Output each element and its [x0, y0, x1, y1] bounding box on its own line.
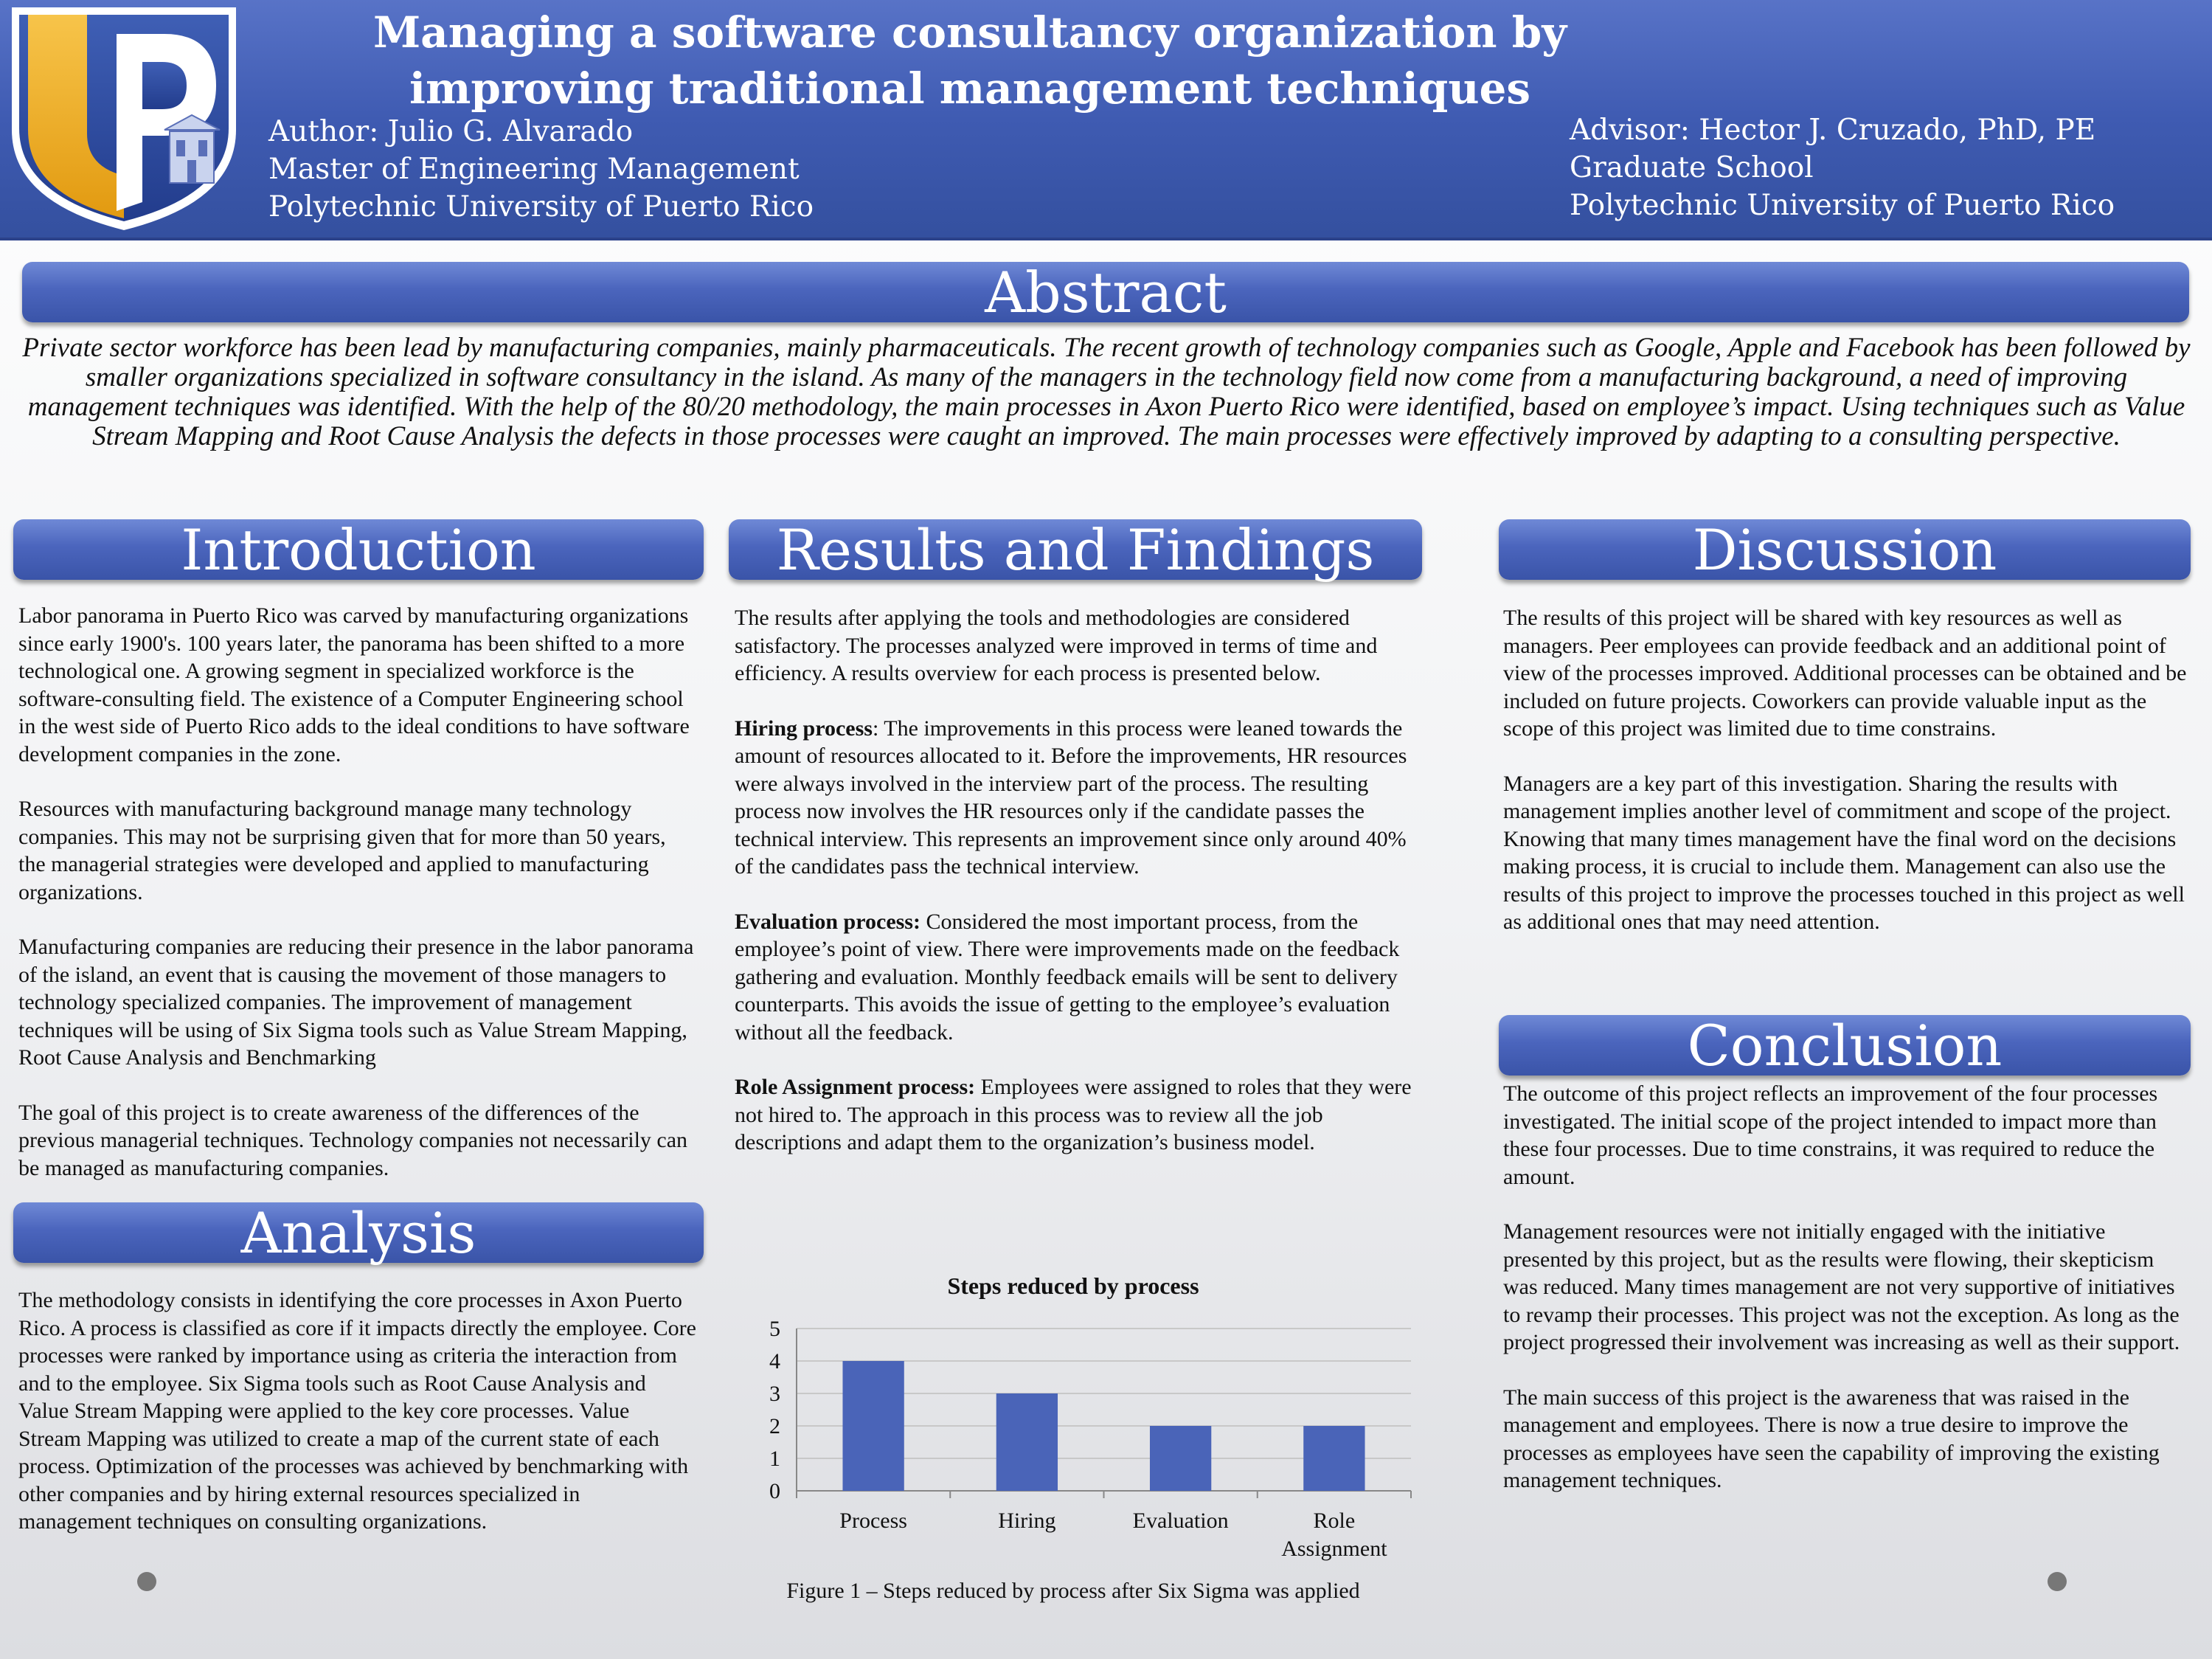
decorative-dot [2048, 1572, 2067, 1591]
author-program: Master of Engineering Management [268, 153, 800, 186]
introduction-paragraph: Manufacturing companies are reducing their presence in the labor panorama of the island, an event that is causing the movement of those managers to technology specialized companies. The improvement of management techniques will be using of Six Sigma tools such as Value Stream Mapping, Root Cause Analysis and Benchmarking [18, 935, 694, 1070]
results-item-text: : The improvements in this process were leaned towards the amount of resources allocated to it. Before the improvements, HR resources were always involved in the interview part of the process. The resulting process now involves the HR resources only if the candidate passes the technical interview. This represents an improvement since only around 40% of the candidates pass the technical interview. [735, 716, 1407, 879]
poster-header [0, 0, 2212, 240]
chart-bar [1303, 1426, 1365, 1491]
introduction-body [18, 602, 697, 1182]
x-tick-label: Evaluation [1132, 1509, 1229, 1533]
chart-bar [996, 1393, 1058, 1491]
results-item-text: Employees were assigned to roles that they were not hired to. The approach in this process was to review all the job descriptions and adapt them to the organization’s business model. [735, 1075, 1412, 1154]
author-university: Polytechnic University of Puerto Rico [268, 190, 814, 224]
discussion-paragraph: Managers are a key part of this investigation. Sharing the results with management implies another level of commitment and scope of the project. Knowing that many times management have the final word on the decisions making process, it is crucial to include them. Management can also use the results of this project to improve the processes touched in this project as well as additional ones that may need attention. [1503, 771, 2185, 934]
results-item-label: Hiring process [735, 716, 873, 741]
university-logo [6, 4, 242, 233]
advisor-school: Graduate School [1570, 151, 1814, 184]
discussion-heading: Discussion [1499, 519, 2191, 580]
conclusion-body [1503, 1080, 2189, 1495]
results-item-label: Role Assignment process: [735, 1075, 976, 1099]
author-name: Author: Julio G. Alvarado [268, 115, 634, 148]
advisor-university: Polytechnic University of Puerto Rico [1570, 189, 2115, 222]
discussion-body [1503, 604, 2189, 936]
advisor-block [1570, 111, 2115, 224]
figure-caption: Figure 1 – Steps reduced by process after Six Sigma was applied [786, 1579, 1360, 1603]
y-tick-label: 4 [769, 1349, 780, 1374]
chart-title: Steps reduced by process [947, 1272, 1199, 1299]
steps-chart [719, 1272, 1427, 1582]
introduction-paragraph: Labor panorama in Puerto Rico was carved by manufacturing organizations since early 1900's. 100 years later, the panorama has been shifted to a more technological one. A growing segment in specialized workforce is the software-consulting field. The existence of a Computer Engineering school in the west side of Puerto Rico adds to the ideal conditions to have software development companies in the zone. [18, 603, 690, 766]
results-item-label: Evaluation process: [735, 909, 920, 934]
discussion-paragraph: The results of this project will be shared with key resources as well as managers. Peer employees can provide feedback and an additional point of view of the processes improved. Additional processes can be obtained and be included on future projects. Coworkers can provide valuable input as the scope of this project was limited due to time constrains. [1503, 606, 2187, 741]
results-heading: Results and Findings [729, 519, 1422, 580]
conclusion-paragraph: The main success of this project is the awareness that was raised in the management and employees. There is now a true desire to improve the processes as employees have seen the capability of improving the existing management techniques. [1503, 1385, 2160, 1492]
author-block [268, 113, 814, 226]
results-item-text: Considered the most important process, from the employee’s point of view. There were improvements made on the feedback gathering and evaluation. Monthly feedback emails will be sent to delivery counterparts. This avoids the issue of getting to the employee’s evaluation without all the feedback. [735, 909, 1400, 1045]
y-tick-label: 2 [769, 1414, 780, 1438]
abstract-text: Private sector workforce has been lead by manufacturing companies, mainly pharmaceuticals. The recent growth of technology companies such as Google, Apple and Facebook has been followed by smaller organizations specialized in software consultancy in the island. As many of the managers in the technology field now come from a manufacturing background, a need of improving management techniques was identified. With the help of the 80/20 methodology, the main processes in Axon Puerto Rico were identified, based on employee’s impact. Using techniques such as Value Stream Mapping and Root Cause Analysis the defects in those processes were caught an improved. The main processes were effectively improved by adapting to a consulting perspective. [22, 333, 2191, 451]
x-tick-label: Role [1313, 1509, 1356, 1533]
y-tick-label: 3 [769, 1382, 780, 1406]
chart-bar [842, 1361, 904, 1491]
abstract-heading: Abstract [22, 262, 2189, 322]
results-intro: The results after applying the tools and methodologies are considered satisfactory. The processes analyzed were improved in terms of time and efficiency. A results overview for each process is presented below. [735, 606, 1378, 685]
poster-title: Managing a software consultancy organization by improving traditional management techniques [372, 7, 1567, 114]
results-item-hiring [735, 715, 1413, 881]
chart-bar [1150, 1426, 1211, 1491]
advisor-name: Advisor: Hector J. Cruzado, PhD, PE [1570, 114, 2096, 147]
introduction-paragraph: Resources with manufacturing background manage many technology companies. This may not be surprising given that for more than 50 years, the managerial strategies were developed and applied to manufacturing organizations. [18, 797, 666, 904]
x-tick-label: Assignment [1281, 1537, 1387, 1561]
conclusion-paragraph: Management resources were not initially engaged with the initiative presented by this project, but as the results were flowing, their skepticism was reduced. Many times management are not very supportive of initiatives to revamp their processes. This project was not the exception. As long as the project progressed their involvement was increasing as well as their support. [1503, 1219, 2180, 1354]
x-tick-label: Hiring [998, 1509, 1056, 1533]
conclusion-heading: Conclusion [1499, 1015, 2191, 1076]
results-item-role-assignment [735, 1073, 1413, 1157]
analysis-paragraph: The methodology consists in identifying the core processes in Axon Puerto Rico. A process is classified as core if it impacts directly the employee. Core processes were ranked by importance using as criteria the interaction from and to the employee. Six Sigma tools such as Root Cause Analysis and Value Stream Mapping were applied to the key core processes. Value Stream Mapping was utilized to create a map of the current state of each process. Optimization of the processes was achieved by benchmarking with other companies and by hiring external resources specialized in management techniques on consulting organizations. [18, 1288, 696, 1534]
decorative-dot [137, 1572, 156, 1591]
introduction-heading: Introduction [13, 519, 704, 580]
y-tick-label: 0 [769, 1479, 780, 1503]
y-tick-label: 5 [769, 1317, 780, 1341]
conclusion-paragraph: The outcome of this project reflects an improvement of the four processes investigated. The initial scope of the project intended to impact more than these four processes. Due to time constrains, it was required to reduce the amount. [1503, 1081, 2158, 1189]
analysis-heading: Analysis [13, 1202, 704, 1263]
results-body [735, 604, 1413, 1157]
x-tick-label: Process [839, 1509, 907, 1533]
analysis-body [18, 1286, 697, 1536]
introduction-paragraph: The goal of this project is to create awareness of the differences of the previous managerial techniques. Technology companies not necessarily can be managed as manufacturing companies. [18, 1100, 688, 1180]
results-item-evaluation [735, 908, 1413, 1047]
chart-plot [719, 1272, 1427, 1582]
y-tick-label: 1 [769, 1447, 780, 1471]
